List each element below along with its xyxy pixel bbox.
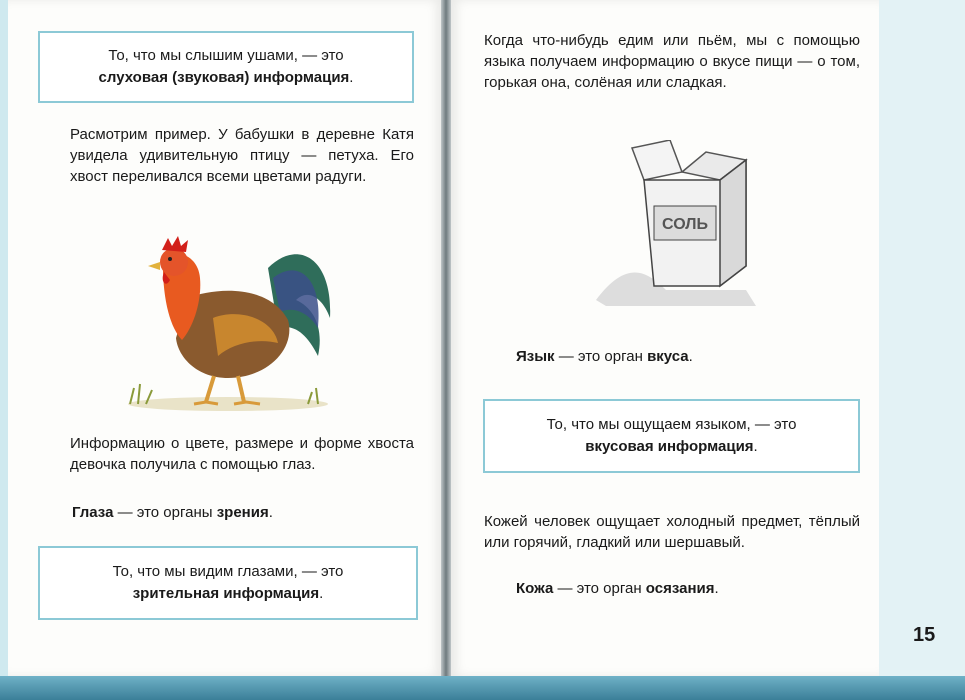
sight-term: зрительная информация <box>132 585 320 602</box>
taste-intro-text: Когда что-нибудь едим или пьём, мы с помощью языка получаем информацию о вкусе пищи — о том, горькая она, солёная или сладкая. <box>484 32 860 91</box>
eyes-definition: Глаза — это органы зрения. <box>72 504 273 521</box>
sight-info-box: То, что мы видим глазами, — это зрительная информация. <box>38 546 418 620</box>
skin-text: Кожей человек ощущает холодный предмет, тёплый или горячий, гладкий или шершавый. <box>484 513 860 551</box>
color-info-text: Информацию о цвете, размере и форме хвоста девочка получила с помощью глаз. <box>70 435 414 473</box>
taste-term: вкусовая информация <box>585 438 754 455</box>
page-margin <box>879 0 965 676</box>
tongue-definition: Язык — это орган вкуса. <box>516 348 693 365</box>
hearing-term: слуховая (звуковая) информация <box>98 69 350 86</box>
rooster-example-text: Расмотрим пример. У бабушки в деревне Катя увидела удивительную птицу — петуха. Его хвост переливался всеми цветами радуги. <box>70 126 414 185</box>
page-number: 15 <box>913 624 936 646</box>
skin-definition: Кожа — это орган осязания. <box>516 580 719 597</box>
hearing-info-box: То, что мы слышим ушами, — это слуховая (звуковая) информация. <box>38 31 414 103</box>
taste-box-line: То, что мы ощущаем языком, — это <box>546 416 797 433</box>
book-bottom-edge <box>0 676 965 700</box>
right-page <box>449 0 879 676</box>
taste-info-box: То, что мы ощущаем языком, — это вкусовая информация. <box>483 399 860 473</box>
hearing-box-line: То, что мы слышим ушами, — это <box>108 47 344 64</box>
salt-label: СОЛЬ <box>662 216 708 233</box>
sight-box-line: То, что мы видим глазами, — это <box>112 563 344 580</box>
rooster-illustration <box>118 228 340 414</box>
book-spine <box>441 0 451 700</box>
